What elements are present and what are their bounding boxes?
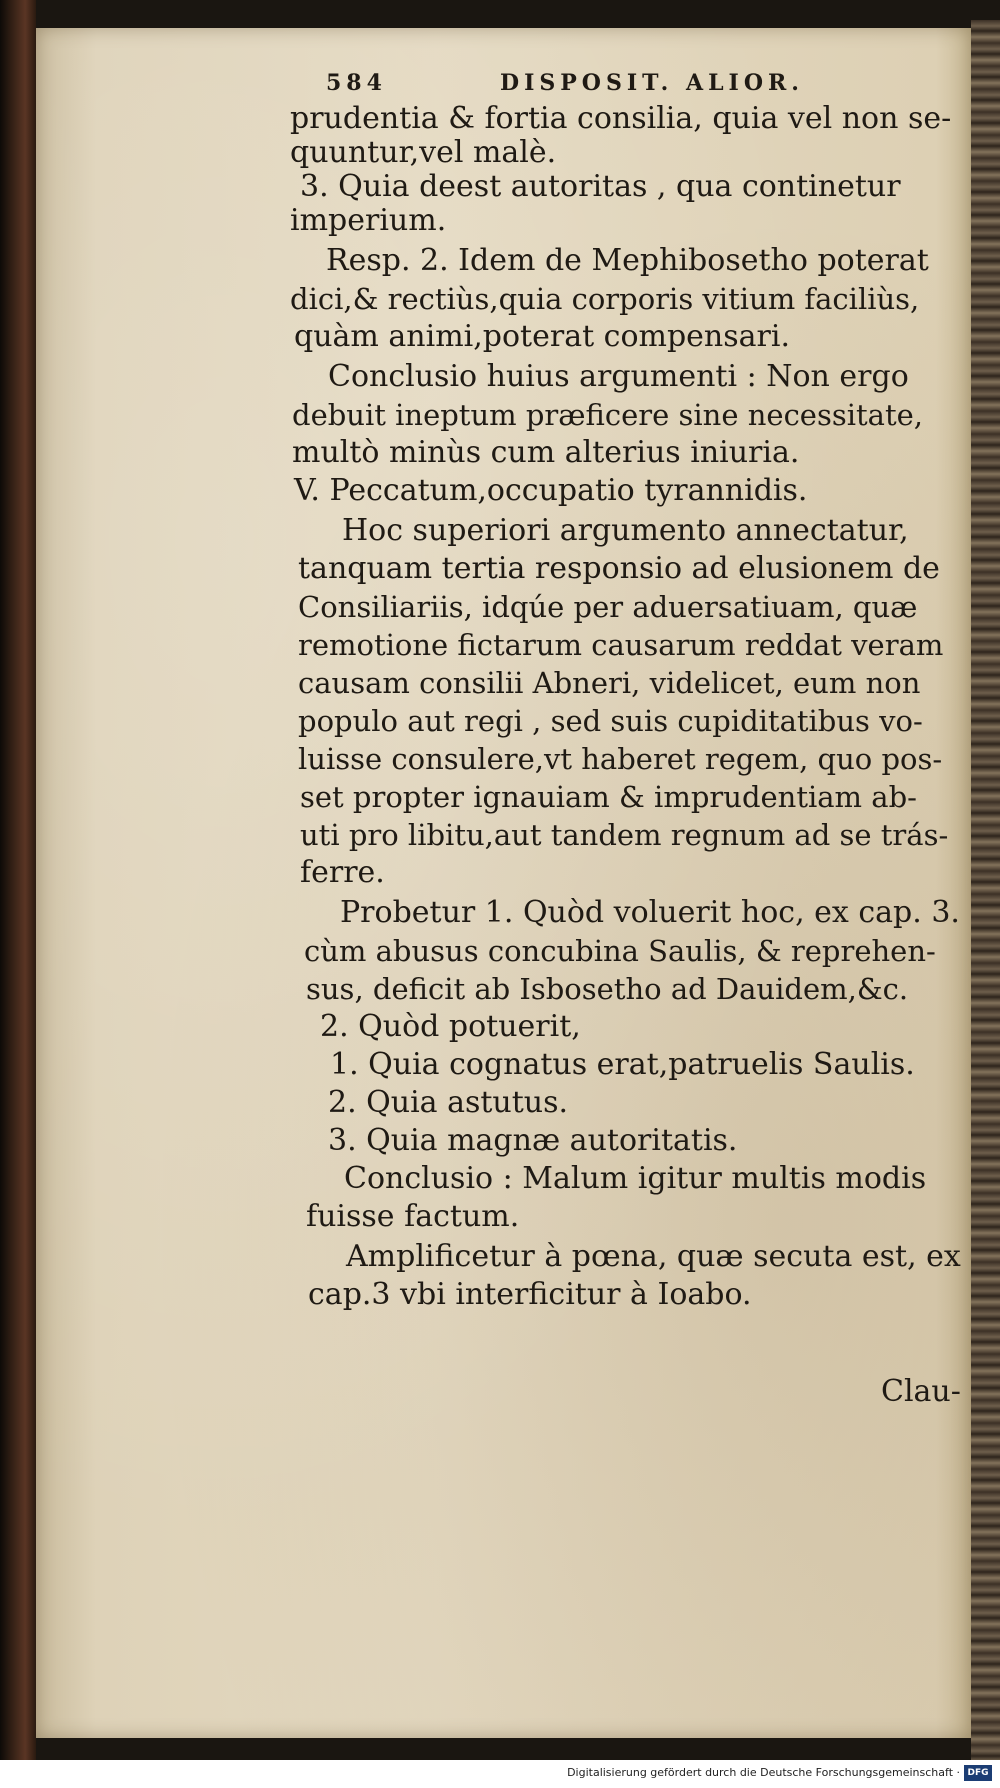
text-line: 1. Quia cognatus erat,patruelis Saulis. xyxy=(330,1047,915,1082)
page-number: 584 xyxy=(326,70,387,96)
text-line: tanquam tertia responsio ad elusionem de xyxy=(298,551,940,586)
text-line: Probetur 1. Quòd voluerit hoc, ex cap. 3. xyxy=(340,895,960,930)
text-line: 2. Quòd potuerit, xyxy=(320,1009,581,1044)
text-line: causam consilii Abneri, videlicet, eum non xyxy=(298,666,921,700)
digitization-footer xyxy=(0,1760,1000,1788)
text-line: ferre. xyxy=(300,855,385,890)
catchword: Clau- xyxy=(881,1374,961,1409)
text-line: remotione fictarum causarum reddat veram xyxy=(298,628,944,662)
running-header xyxy=(326,70,886,104)
text-line: Amplificetur à pœna, quæ secuta est, ex xyxy=(346,1239,961,1274)
funding-credit: Digitalisierung gefördert durch die Deutsche Forschungsgemeinschaft · xyxy=(567,1766,960,1779)
text-line: cap.3 vbi interficitur à Ioabo. xyxy=(308,1277,752,1312)
text-line: fuisse factum. xyxy=(306,1199,520,1234)
text-line: debuit ineptum præficere sine necessitate, xyxy=(292,398,923,432)
text-line: Conclusio : Malum igitur multis modis xyxy=(344,1161,927,1196)
page-stack-edge xyxy=(971,20,1000,1760)
text-line: prudentia & fortia consilia, quia vel non se- xyxy=(290,101,952,136)
text-line: Consiliariis, idqúe per aduersatiuam, quæ xyxy=(298,590,918,624)
page-text xyxy=(36,28,971,1738)
text-line: Resp. 2. Idem de Mephibosetho poterat xyxy=(326,243,929,278)
text-line: multò minùs cum alterius iniuria. xyxy=(292,435,800,470)
text-line: luisse consulere,vt haberet regem, quo pos- xyxy=(298,742,943,776)
text-line: imperium. xyxy=(290,203,447,238)
text-line: Conclusio huius argumenti : Non ergo xyxy=(328,359,909,394)
book-binding-edge xyxy=(0,0,36,1760)
text-line: set propter ignauiam & imprudentiam ab- xyxy=(300,780,917,814)
text-line: sus, deficit ab Isbosetho ad Dauidem,&c. xyxy=(306,972,909,1006)
book-page xyxy=(36,28,971,1738)
text-line: Hoc superiori argumento annectatur, xyxy=(342,513,909,548)
text-line: 3. Quia deest autoritas , qua continetur xyxy=(300,169,901,204)
text-line: uti pro libitu,aut tandem regnum ad se trás- xyxy=(300,818,949,852)
text-line: 3. Quia magnæ autoritatis. xyxy=(328,1123,738,1158)
text-line: quuntur,vel malè. xyxy=(290,135,557,170)
text-line: populo aut regi , sed suis cupiditatibus vo- xyxy=(298,704,923,738)
text-line: 2. Quia astutus. xyxy=(328,1085,569,1120)
running-head-title: DISPOSIT. ALIOR. xyxy=(500,70,804,96)
text-line: quàm animi,poterat compensari. xyxy=(294,319,791,354)
dfg-logo: DFG xyxy=(964,1765,992,1781)
text-line: V. Peccatum,occupatio tyrannidis. xyxy=(294,473,808,508)
text-line: cùm abusus concubina Saulis, & reprehen- xyxy=(304,934,936,968)
text-line: dici,& rectiùs,quia corporis vitium faciliùs, xyxy=(290,282,920,316)
